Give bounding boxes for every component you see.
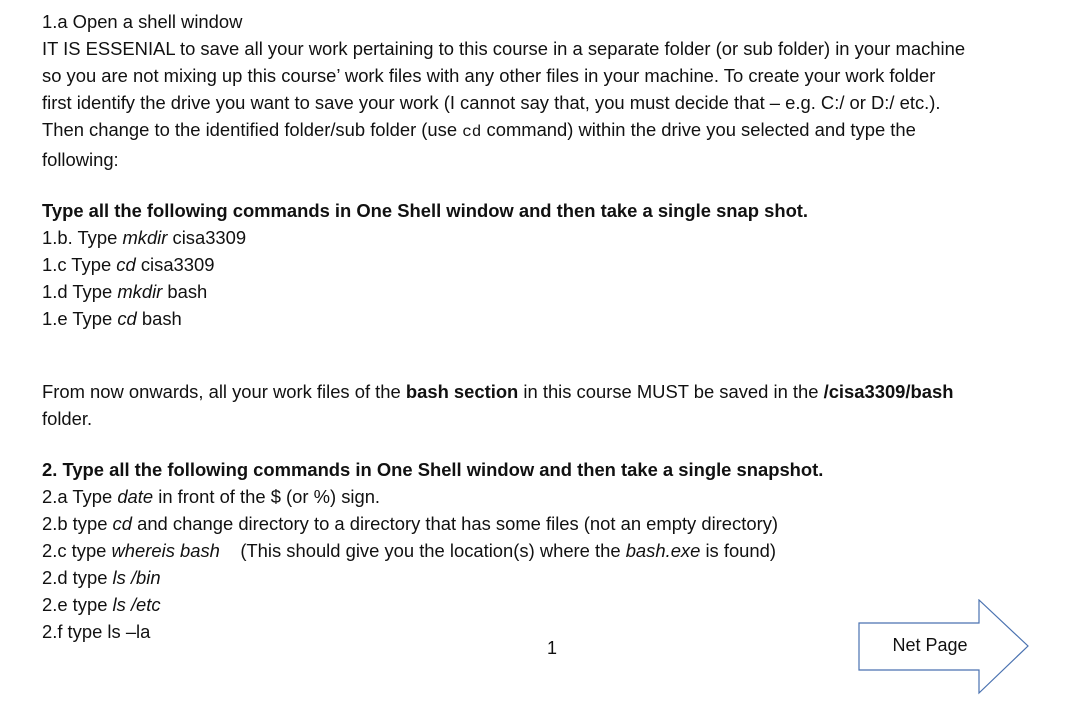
intro-line-5: following: xyxy=(42,149,119,170)
step-2a: 2.a Type date in front of the $ (or %) sign. xyxy=(42,486,381,507)
step-1e: 1.e Type cd bash xyxy=(42,308,182,329)
section-1-title: Type all the following commands in One Shell window and then take a single snap shot. xyxy=(42,200,809,221)
intro-line-4-b: command) within the drive you selected and type the xyxy=(481,119,916,140)
step-2b: 2.b type cd and change directory to a directory that has some files (not an empty directory) xyxy=(42,513,779,534)
page-number: 1 xyxy=(547,638,558,658)
step-1a-heading: 1.a Open a shell window xyxy=(42,11,243,32)
step-2f: 2.f type ls –la xyxy=(42,621,151,642)
bash-folder-note-end: folder. xyxy=(42,408,93,429)
next-page-button[interactable] xyxy=(858,599,1030,695)
intro-line-3: first identify the drive you want to save your work (I cannot say that, you must decide that – e.g. C:/ or D:/ etc.). xyxy=(42,92,941,113)
step-2e: 2.e type ls /etc xyxy=(42,594,161,615)
cd-command: cd xyxy=(462,123,482,141)
bash-folder-note: From now onwards, all your work files of the bash section in this course MUST be saved in the /cisa3309/bash xyxy=(42,381,954,402)
step-2d: 2.d type ls /bin xyxy=(42,567,161,588)
step-1c: 1.c Type cd cisa3309 xyxy=(42,254,215,275)
intro-line-4-a: Then change to the identified folder/sub folder (use xyxy=(42,119,463,140)
document-page xyxy=(42,8,1052,645)
intro-line-2: so you are not mixing up this course’ work files with any other files in your machine. To create your work folder xyxy=(42,65,936,86)
section-2-title: 2. Type all the following commands in One Shell window and then take a single snapshot. xyxy=(42,459,824,480)
next-page-label[interactable]: Net Page xyxy=(892,635,968,655)
step-1d: 1.d Type mkdir bash xyxy=(42,281,208,302)
step-1b: 1.b. Type mkdir cisa3309 xyxy=(42,227,247,248)
intro-line-4 xyxy=(42,116,1052,146)
step-2c: 2.c type whereis bash (This should give you the location(s) where the bash.exe is found) xyxy=(42,540,776,561)
intro-line-1: IT IS ESSENIAL to save all your work pertaining to this course in a separate folder (or sub folder) in your machine xyxy=(42,38,966,59)
